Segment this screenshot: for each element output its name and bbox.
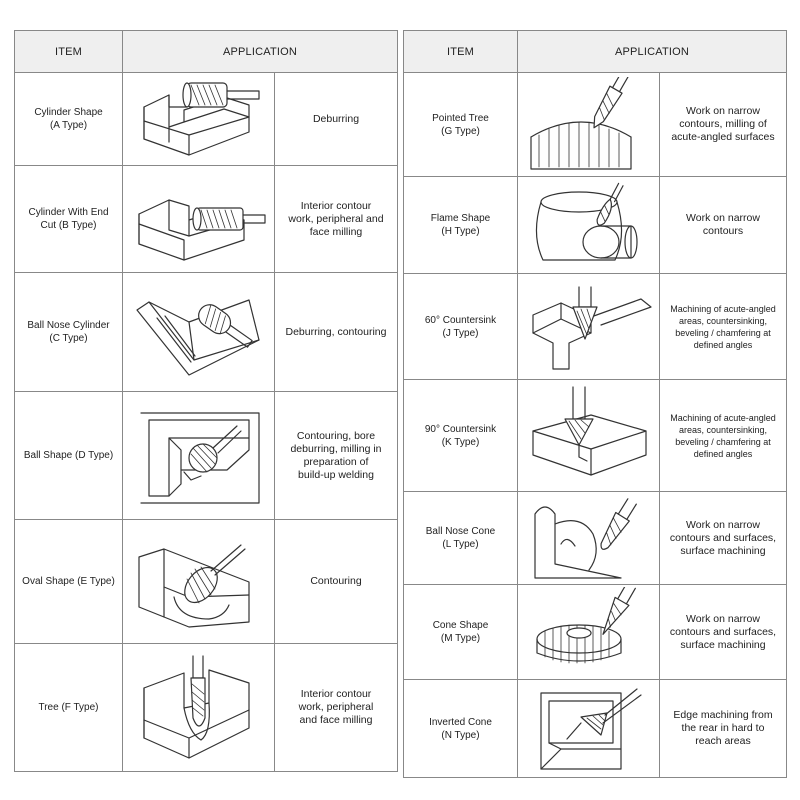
item-name: Cone Shape (M Type) <box>404 585 518 680</box>
application-header: APPLICATION <box>123 31 398 73</box>
application-header: APPLICATION <box>518 31 787 73</box>
item-name: Ball Nose Cylinder (C Type) <box>15 273 123 392</box>
application-text: Deburring, contouring <box>275 273 398 392</box>
ball-burr-illustration <box>123 392 275 520</box>
table-row <box>15 392 398 520</box>
table-row <box>15 73 398 166</box>
table-row <box>15 273 398 392</box>
table-row <box>404 492 787 585</box>
item-name: Ball Nose Cone (L Type) <box>404 492 518 585</box>
table-row <box>15 644 398 772</box>
item-name: Inverted Cone (N Type) <box>404 680 518 778</box>
cylinder-burr-illustration <box>123 73 275 166</box>
item-name: Cylinder Shape (A Type) <box>15 73 123 166</box>
table-row <box>404 177 787 274</box>
tree-burr-illustration <box>123 644 275 772</box>
application-text: Work on narrow contours <box>660 177 787 274</box>
inverted-cone-burr-illustration <box>518 680 660 778</box>
item-name: Flame Shape (H Type) <box>404 177 518 274</box>
application-text: Deburring <box>275 73 398 166</box>
right-burr-table <box>403 30 787 778</box>
cylinder-end-cut-burr-illustration <box>123 166 275 273</box>
table-row <box>15 166 398 273</box>
application-text: Work on narrow contours, milling of acute-angled surfaces <box>660 73 787 177</box>
left-burr-table <box>14 30 398 772</box>
item-name: Ball Shape (D Type) <box>15 392 123 520</box>
pointed-tree-burr-illustration <box>518 73 660 177</box>
application-text: Work on narrow contours and surfaces, surface machining <box>660 492 787 585</box>
table-row <box>404 380 787 492</box>
table-row <box>404 73 787 177</box>
application-text: Work on narrow contours and surfaces, surface machining <box>660 585 787 680</box>
item-name: 60° Countersink (J Type) <box>404 274 518 380</box>
item-name: 90° Countersink (K Type) <box>404 380 518 492</box>
table-row <box>404 680 787 778</box>
right-header-row <box>404 31 787 73</box>
countersink-60-burr-illustration <box>518 274 660 380</box>
flame-burr-illustration <box>518 177 660 274</box>
item-name: Cylinder With End Cut (B Type) <box>15 166 123 273</box>
item-name: Pointed Tree (G Type) <box>404 73 518 177</box>
application-text: Machining of acute-angled areas, countersinking, beveling / chamfering at defined angles <box>660 380 787 492</box>
item-name: Oval Shape (E Type) <box>15 520 123 644</box>
application-text: Interior contour work, peripheral and face milling <box>275 166 398 273</box>
application-text: Edge machining from the rear in hard to reach areas <box>660 680 787 778</box>
application-text: Interior contour work, peripheral and face milling <box>275 644 398 772</box>
table-row <box>404 274 787 380</box>
item-header: ITEM <box>404 31 518 73</box>
table-row <box>15 520 398 644</box>
oval-burr-illustration <box>123 520 275 644</box>
left-header-row <box>15 31 398 73</box>
application-text: Contouring, bore deburring, milling in preparation of build-up welding <box>275 392 398 520</box>
item-name: Tree (F Type) <box>15 644 123 772</box>
application-text: Contouring <box>275 520 398 644</box>
ball-nose-cylinder-burr-illustration <box>123 273 275 392</box>
item-header: ITEM <box>15 31 123 73</box>
application-text: Machining of acute-angled areas, countersinking, beveling / chamfering at defined angles <box>660 274 787 380</box>
ball-nose-cone-burr-illustration <box>518 492 660 585</box>
cone-burr-illustration <box>518 585 660 680</box>
table-row <box>404 585 787 680</box>
countersink-90-burr-illustration <box>518 380 660 492</box>
